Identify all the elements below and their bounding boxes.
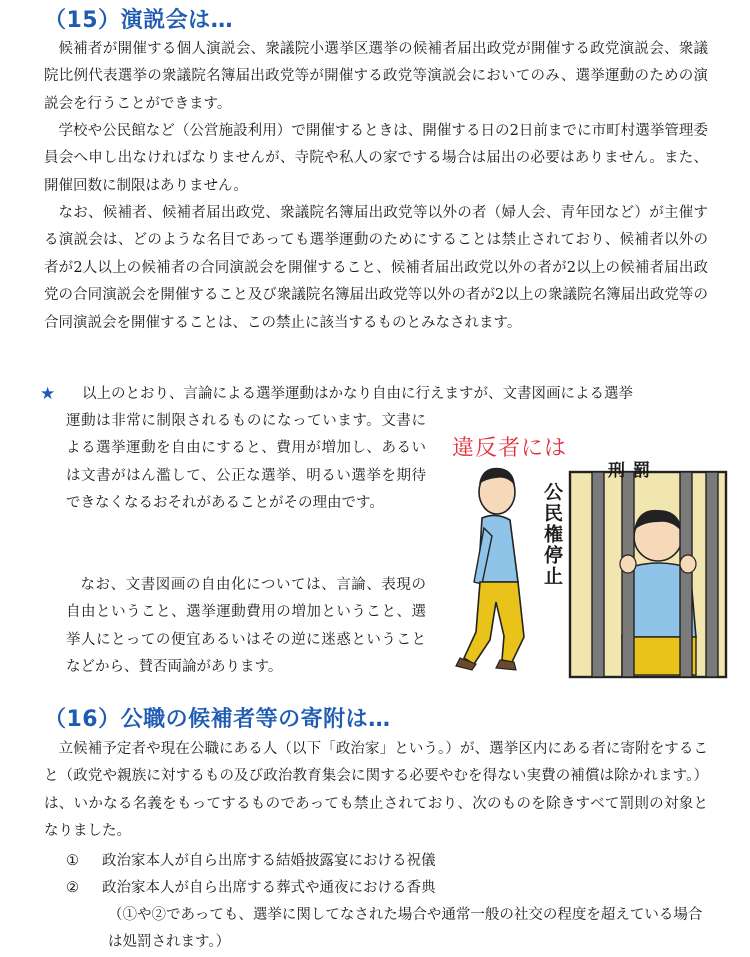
section-16-note: （①や②であっても、選挙に関してなされた場合や通常一般の社交の程度を超えている場合は処罰されます。） (108, 907, 703, 950)
civil-rights-suspension-label: 公民権停止 (541, 482, 563, 587)
section-15-paragraph-2: 学校や公民館など（公営施設利用）で開催するときは、開催する日の2日前までに市町村選挙管理委員会へ申し出なければなりませんが、寺院や私人の家でする場合は届出の必要はありません。また、開催回数に制限はありません。 (44, 123, 708, 194)
illustration-caption: 違反者には (452, 436, 568, 461)
star-icon: ★ (40, 384, 56, 404)
list-item-number: ① (66, 853, 79, 869)
section-16-heading: （16）公職の候補者等の寄附は… (44, 707, 391, 732)
violator-illustration (452, 432, 732, 687)
section-16-paragraph-1: 立候補予定者や現在公職にある人（以下「政治家」という。）が、選挙区内にある者に寄附をすること（政党や親族に対するもの及び政治教育集会に関する必要やむを得ない実費の補償は除かれます。）は、いかなる名義をもってするものであっても禁止されており、次のものを除きすべて罰則の対象となりました。 (44, 741, 708, 840)
walking-man-figure (456, 468, 524, 670)
list-item (66, 848, 436, 875)
list-item-text: 政治家本人が自ら出席する葬式や通夜における香典 (102, 880, 436, 896)
section-15-paragraph-1: 候補者が開催する個人演説会、衆議院小選挙区選挙の候補者届出政党が開催する政党演説会、衆議院比例代表選挙の衆議院名簿届出政党等が開催する政党等演説会においてのみ、選挙運動のための演説会を行うことができます。 (44, 41, 708, 112)
section-15-paragraph-4-first-line: 以上のとおり、言論による選挙運動はかなり自由に行えますが、文書図画による選挙 (82, 386, 633, 402)
penalty-sign: 刑罰 (608, 461, 658, 481)
list-item-number: ② (66, 880, 79, 896)
list-item-text: 政治家本人が自ら出席する結婚披露宴における祝儀 (102, 853, 436, 869)
section-15-paragraph-5: なお、文書図画の自由化については、言論、表現の自由ということ、選挙運動費用の増加ということ、選挙人にとっての便宜あるいはその逆に迷惑ということなどから、賛否両論があります。 (66, 577, 426, 676)
list-item (66, 875, 436, 902)
jail-cell (570, 472, 726, 677)
section-15-paragraph-4: 運動は非常に制限されるものになっています。文書による選挙運動を自由にすると、費用が増加し、あるいは文書がはん濫して、公正な選挙、明るい選挙を期待できなくなるおそれがあることがその理由です。 (66, 413, 426, 512)
section-15-paragraph-3: なお、候補者、候補者届出政党、衆議院名簿届出政党等以外の者（婦人会、青年団など）が主催する演説会は、どのような名目であっても選挙運動のためにすることは禁止されており、候補者以外の者が2人以上の候補者の合同演説会を開催すること、候補者届出政党以外の者が2以上の候補者届出政党の合同演説会を開催すること及び衆議院名簿届出政党等以外の者が2以上の衆議院名簿届出政党等の合同演説会を開催することは、この禁止に該当するものとみなされます。 (44, 205, 708, 331)
section-15-heading: （15）演説会は… (44, 8, 234, 33)
